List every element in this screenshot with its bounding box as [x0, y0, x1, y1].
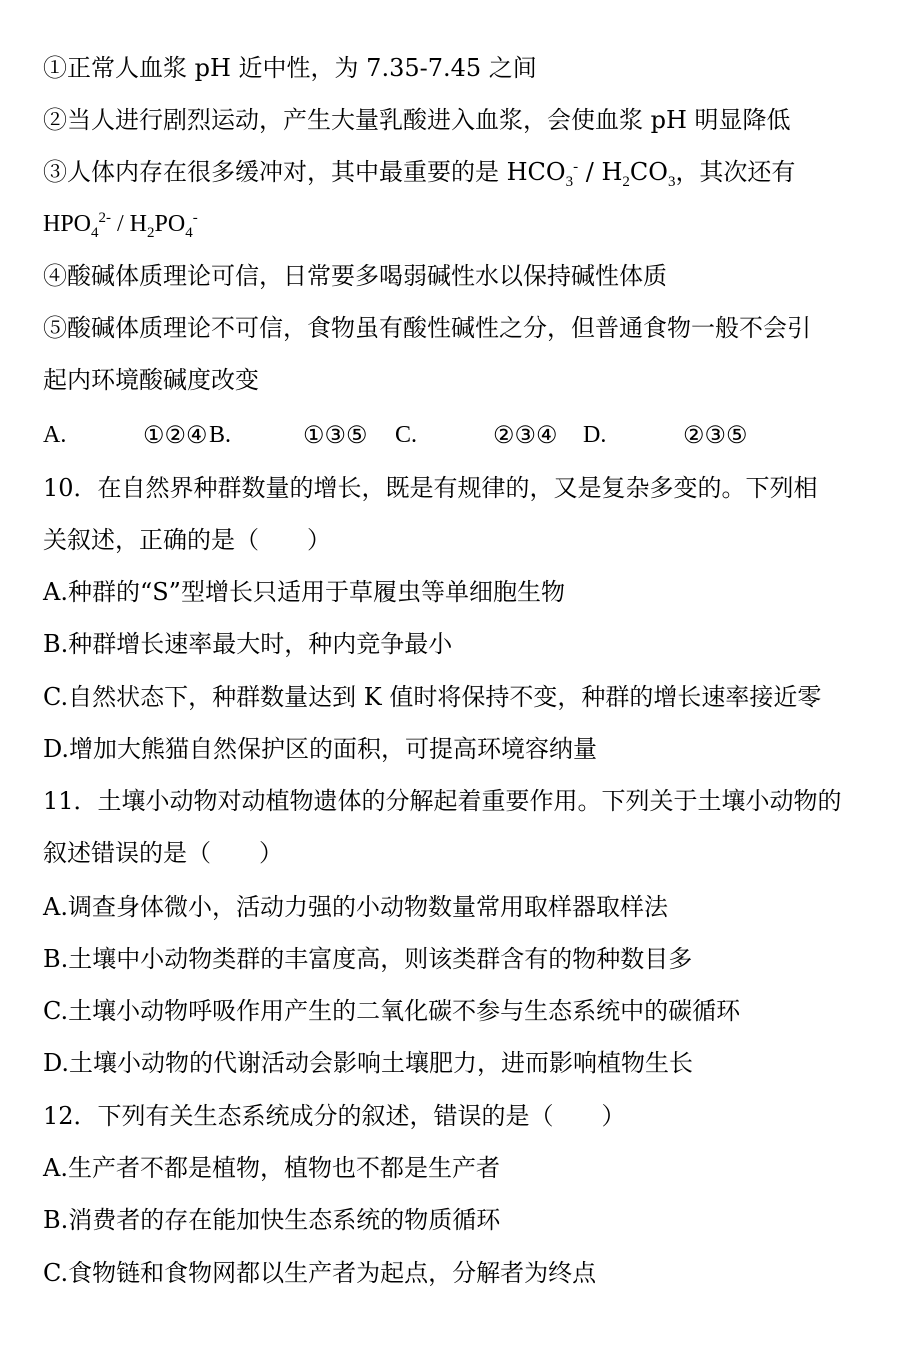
q10-option-a: A.种群的“S”型增长只适用于草履虫等单细胞生物	[43, 578, 565, 606]
q9-statement-3-text-a: ③人体内存在很多缓冲对，其中最重要的是 HCO	[43, 158, 566, 186]
q9-statement-3-continued	[43, 207, 870, 241]
superscript: -	[192, 210, 198, 226]
q9-statement-3-text-d: ，其次还有	[675, 158, 796, 186]
subscript: 4	[185, 224, 193, 241]
q9-statement-3	[43, 155, 870, 189]
q9-statement-3-text-c: CO	[629, 158, 668, 186]
q10-stem: 10．在自然界种群数量的增长，既是有规律的，又是复杂多变的。下列相	[43, 474, 818, 502]
superscript: 2-	[98, 210, 112, 226]
q9-statement-1: ①正常人血浆 pH 近中性，为 7.35-7.45 之间	[43, 54, 537, 82]
subscript: 2	[147, 224, 155, 241]
q9-option-c-label: C.	[395, 422, 418, 448]
q9-statement-3-text-b: / H	[578, 158, 623, 186]
q9-option-a-value: ①②④	[143, 421, 208, 449]
q9-statement-2: ②当人进行剧烈运动，产生大量乳酸进入血浆，会使血浆 pH 明显降低	[43, 106, 791, 134]
subscript: 2	[622, 173, 630, 190]
q12-option-c: C.食物链和食物网都以生产者为起点，分解者为终点	[43, 1259, 597, 1287]
q9-option-b-value: ①③⑤	[303, 421, 368, 449]
q12-option-a: A.生产者不都是植物，植物也不都是生产者	[43, 1154, 500, 1182]
subscript: 3	[667, 173, 676, 190]
q10-stem-continued: 关叙述，正确的是（ ）	[43, 526, 331, 554]
q10-option-d: D.增加大熊猫自然保护区的面积，可提高环境容纳量	[43, 735, 598, 763]
q11-option-d: D.土壤小动物的代谢活动会影响土壤肥力，进而影响植物生长	[43, 1049, 694, 1077]
q11-stem: 11．土壤小动物对动植物遗体的分解起着重要作用。下列关于土壤小动物的	[43, 787, 842, 815]
q9-option-d-label: D.	[583, 422, 607, 448]
q9-option-b-label: B.	[209, 422, 232, 448]
q11-option-a: A.调查身体微小，活动力强的小动物数量常用取样器取样法	[43, 893, 668, 921]
q9-statement-3b-text-a: HPO	[43, 211, 92, 237]
q9-statement-5-continued: 起内环境酸碱度改变	[43, 366, 259, 394]
subscript: 3	[565, 173, 574, 190]
q12-stem: 12．下列有关生态系统成分的叙述，错误的是（ ）	[43, 1102, 626, 1130]
q9-option-d-value: ②③⑤	[683, 421, 748, 449]
superscript: -	[573, 159, 579, 175]
q11-option-c: C.土壤小动物呼吸作用产生的二氧化碳不参与生态系统中的碳循环	[43, 997, 741, 1025]
q11-option-b: B.土壤中小动物类群的丰富度高，则该类群含有的物种数目多	[43, 945, 693, 973]
q10-option-b: B.种群增长速率最大时，种内竞争最小	[43, 630, 453, 658]
q9-option-c-value: ②③④	[493, 421, 558, 449]
q9-statement-5: ⑤酸碱体质理论不可信，食物虽有酸性碱性之分，但普通食物一般不会引	[43, 314, 811, 342]
q11-stem-continued: 叙述错误的是（ ）	[43, 839, 283, 867]
q12-option-b: B.消费者的存在能加快生态系统的物质循环	[43, 1206, 501, 1234]
q9-statement-3b-text-b: / H	[111, 211, 148, 237]
q9-option-a-label: A.	[43, 422, 67, 448]
subscript: 4	[91, 224, 99, 241]
q9-options-row	[43, 418, 870, 452]
q9-statement-4: ④酸碱体质理论可信，日常要多喝弱碱性水以保持碱性体质	[43, 262, 667, 290]
q9-statement-3b-text-c: PO	[154, 211, 186, 237]
q10-option-c: C.自然状态下，种群数量达到 K 值时将保持不变，种群的增长速率接近零	[43, 683, 822, 711]
